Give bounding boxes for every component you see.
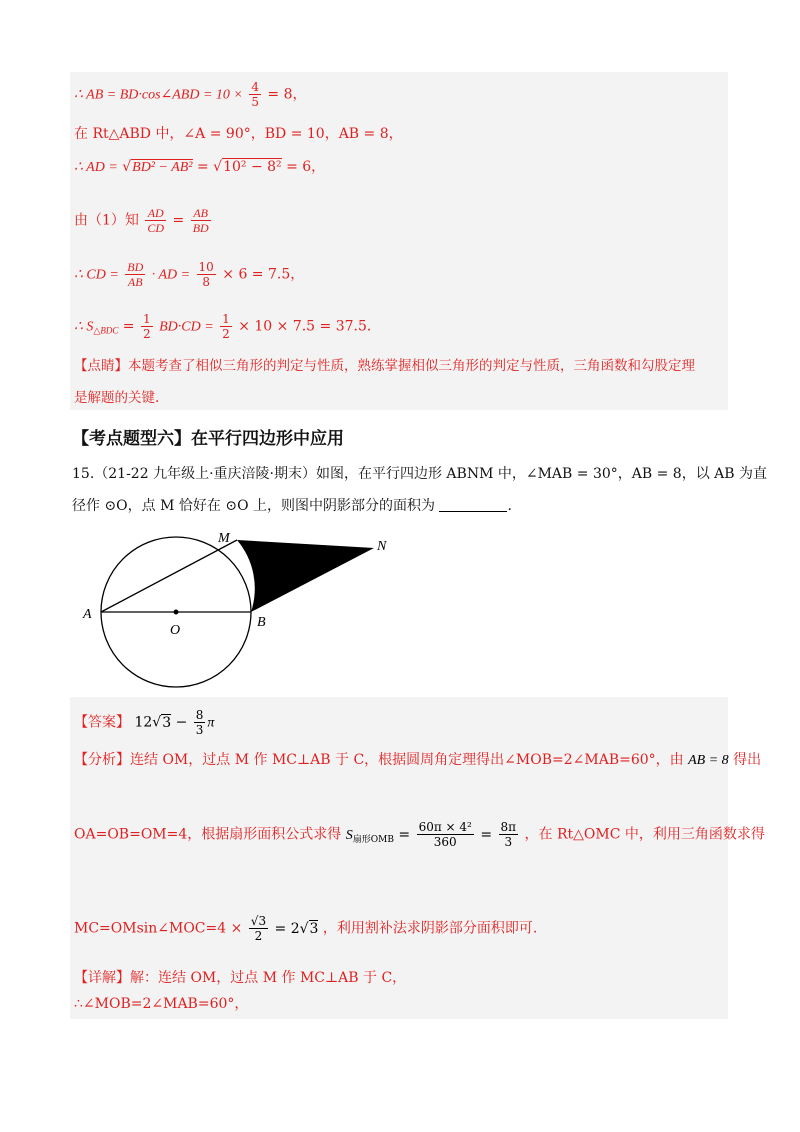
answer-term: 12 — [134, 714, 153, 731]
detail-text: ∴∠MOB=2∠MAB=60°， — [74, 996, 249, 1012]
eq-tail: = 6， — [286, 159, 326, 175]
solution-line-5 — [74, 260, 304, 289]
eq-text: · AD = — [151, 267, 191, 283]
frac-num: 8π — [500, 820, 517, 834]
label-b: B — [257, 615, 266, 630]
radicand: 3 — [309, 920, 319, 937]
detail-line-1 — [74, 968, 406, 988]
subscript: △BDC — [93, 325, 119, 336]
solution-line-2 — [74, 124, 403, 144]
frac-den: 8 — [202, 275, 210, 289]
frac-den: 2 — [222, 327, 230, 341]
frac-num: 60π × 4² — [418, 820, 472, 834]
minus-sign: − — [175, 714, 188, 731]
analysis-text: ，利用割补法求阴影部分面积即可. — [322, 920, 538, 937]
frac-den: 3 — [504, 835, 513, 849]
question-text: 15.（21-22 九年级上·重庆涪陵·期末）如图，在平行四边形 ABNM 中，∠MAB = 30°，AB = 8，以 AB 为直 — [72, 466, 768, 482]
frac-den: 2 — [142, 327, 151, 341]
frac-num: AB — [191, 206, 211, 221]
eq-text: BD·CD = — [159, 319, 214, 335]
eq-tail: × 6 = 7.5， — [222, 266, 305, 283]
question-line-2 — [72, 496, 512, 516]
frac-num: 1 — [222, 312, 230, 326]
solution-line-4 — [74, 206, 213, 235]
eq-tail: × 10 × 7.5 = 37.5． — [238, 318, 381, 335]
label-m: M — [218, 531, 230, 546]
radicand: 10² − 8² — [223, 159, 282, 175]
frac-den: 5 — [251, 95, 259, 109]
comment-line-1 — [74, 356, 695, 376]
eq-tail: = 8， — [267, 86, 307, 103]
pi-symbol: π — [207, 715, 215, 731]
answer-line: 【答案】 12√3 − $\frac{8}{3}$ π — [74, 708, 215, 737]
eq-sign: = — [122, 318, 135, 335]
section-heading: 【考点题型六】在平行四边形中应用 — [72, 429, 344, 449]
analysis-line-1 — [74, 750, 761, 771]
frac-den: 360 — [433, 835, 457, 849]
analysis-line-3: MC=OMsin∠MOC=4 × $\frac{√3}{2}$ = 2√3 ，利用割补法求阴影部分面积即可. — [74, 914, 538, 943]
frac-num: √3 — [250, 914, 267, 928]
eq-text: ∴ AD = — [74, 160, 118, 175]
frac-num: 10 — [198, 260, 214, 274]
eq-sign: = — [398, 826, 411, 843]
solution-line-6 — [74, 312, 381, 341]
label-o: O — [170, 623, 181, 638]
detail-text: 【详解】解：连结 OM，过点 M 作 MC⊥AB 于 C， — [74, 970, 407, 986]
frac-den: AB — [127, 275, 143, 289]
radicand: BD² − AB² — [132, 160, 193, 175]
analysis-eq: AB = 8 — [688, 753, 729, 768]
frac-num: AD — [145, 206, 166, 221]
eq-text: ∴ S — [74, 319, 94, 335]
answer-tag: 【答案】 — [74, 714, 130, 731]
analysis-text: MC=OMsin∠MOC=4 × — [74, 920, 243, 937]
label-a: A — [83, 607, 92, 622]
comment-line-2 — [74, 388, 159, 408]
chord-am — [101, 540, 237, 612]
analysis-text: OA=OB=OM=4，根据扇形面积公式求得 — [74, 826, 342, 843]
geometry-figure — [74, 526, 404, 696]
frac-den: CD — [147, 221, 165, 235]
frac-num: 4 — [251, 80, 259, 94]
comment-text: 是解题的关键. — [74, 390, 160, 406]
center-dot — [174, 610, 179, 615]
analysis-text: 得出 — [733, 752, 762, 768]
eq-text: 在 Rt△ABD 中，∠A = 90°，BD = 10，AB = 8， — [74, 126, 403, 142]
radicand: 3 — [162, 714, 172, 731]
solution-line-3: ∴ AD = √BD² − AB² = √10² − 8² = 6， — [74, 159, 326, 175]
shaded-region — [237, 540, 374, 612]
detail-line-2 — [74, 994, 248, 1014]
analysis-text: 【分析】连结 OM，过点 M 作 MC⊥AB 于 C，根据圆周角定理得出∠MOB=2∠MAB=60°，由 — [74, 752, 684, 768]
question-text: 径作 ⊙O，点 M 恰好在 ⊙O 上，则图中阴影部分的面积为 — [72, 498, 436, 514]
question-line-1 — [72, 464, 767, 484]
eq-text: ∴ CD = — [74, 267, 119, 283]
answer-blank — [439, 497, 507, 512]
frac-den: 2 — [254, 929, 263, 943]
label-n: N — [377, 539, 387, 554]
frac-den: BD — [192, 221, 209, 235]
analysis-text: ，在 Rt△OMC 中，利用三角函数求得 — [524, 826, 765, 843]
analysis-line-2 — [74, 820, 765, 850]
comment-text: 【点睛】本题考查了相似三角形的判定与性质，熟练掌握相似三角形的判定与性质，三角函数和勾股定理 — [74, 358, 695, 374]
frac-num: 1 — [142, 312, 151, 326]
solution-line-1 — [74, 80, 307, 109]
eq-sign: = — [480, 826, 493, 843]
frac-num: 8 — [195, 708, 204, 722]
frac-den: 3 — [195, 723, 204, 737]
question-end: . — [507, 498, 512, 514]
area-symbol: S — [345, 827, 353, 843]
frac-num: BD — [127, 260, 144, 274]
eq-sign: = — [172, 212, 185, 229]
eq-text: = 2 — [274, 920, 300, 937]
subscript: 扇形OMB — [352, 834, 394, 845]
eq-sign: = — [196, 159, 209, 175]
eq-text: ∴ AB = BD·cos∠ABD = 10 × — [74, 87, 243, 103]
eq-text: 由（1）知 — [74, 212, 139, 229]
